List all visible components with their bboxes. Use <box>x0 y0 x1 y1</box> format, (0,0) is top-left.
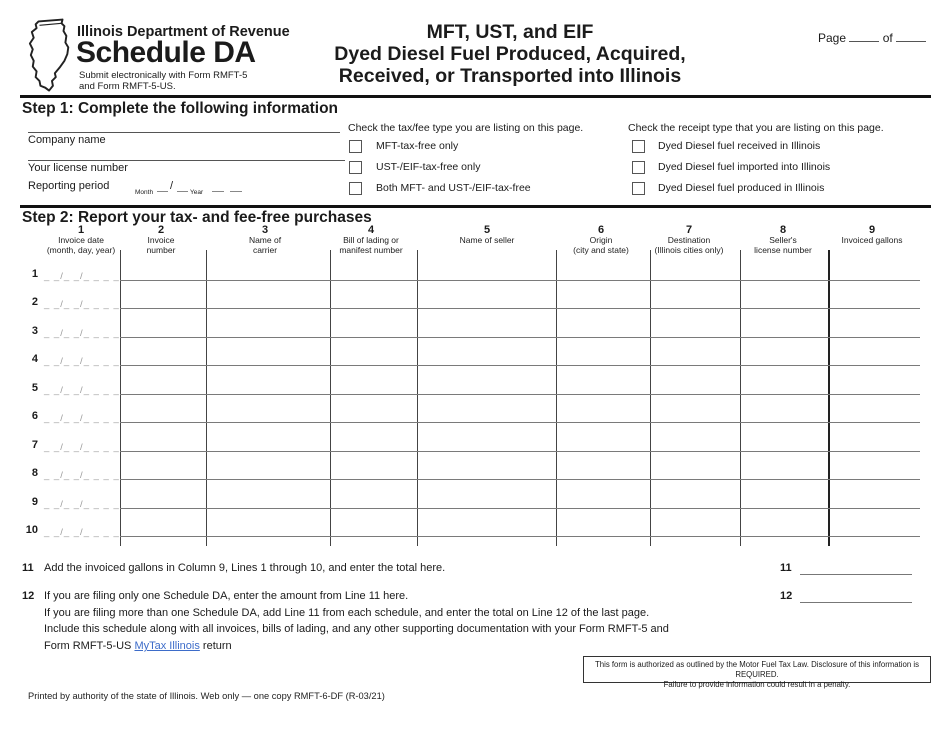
table-row-line[interactable] <box>120 308 920 309</box>
column-divider <box>330 250 331 546</box>
year-blank-2[interactable] <box>212 191 224 192</box>
column-label: Invoice date <box>58 235 104 245</box>
row-number: 6 <box>31 410 38 422</box>
column-number: 1 <box>77 224 85 236</box>
invoice-date-placeholder[interactable]: _ _/_ _/_ _ _ _ <box>44 499 120 510</box>
line12-number: 12 <box>22 590 35 602</box>
table-row-line[interactable] <box>120 479 920 480</box>
year-blank-3[interactable] <box>230 191 242 192</box>
invoice-date-placeholder[interactable]: _ _/_ _/_ _ _ _ <box>44 442 120 453</box>
tax-type-option-label: MFT-tax-free only <box>376 140 459 152</box>
line11-number: 11 <box>22 562 34 574</box>
column-header-2 <box>121 224 201 255</box>
page-of <box>818 30 926 45</box>
agency-name: Illinois Department of Revenue <box>77 24 290 40</box>
row-number: 7 <box>31 439 38 451</box>
line12-text-line3: Include this schedule along with all invoices, bills of lading, and any other supporting documentation with your Form RMFT-5 and <box>44 623 669 635</box>
column-number: 2 <box>157 224 165 236</box>
submit-note-line2: and Form RMFT-5-US. <box>79 81 176 92</box>
reporting-period-label: Reporting period <box>28 180 110 192</box>
form-title <box>295 21 725 87</box>
column-label: Invoice <box>147 235 175 245</box>
column-divider <box>828 250 830 546</box>
column-divider <box>206 250 207 546</box>
line12-line4-post: return <box>199 640 232 652</box>
column-header-4 <box>311 224 431 255</box>
period-slash: / <box>170 180 174 192</box>
column-label: carrier <box>252 244 278 255</box>
column-label: manifest number <box>339 244 403 255</box>
line11-right-number: 11 <box>780 562 792 574</box>
printed-by-note: Printed by authority of the state of Illinois. Web only — one copy RMFT-6-DF (R-03/21) <box>28 691 385 701</box>
column-label: (city and state) <box>573 244 629 255</box>
column-number: 3 <box>261 224 269 236</box>
column-label: license number <box>754 244 812 255</box>
line11-text: Add the invoiced gallons in Column 9, Lines 1 through 10, and enter the total here. <box>44 562 446 574</box>
checkbox-ust-eif-tax-free[interactable] <box>349 161 362 174</box>
receipt-type-option-label: Dyed Diesel fuel produced in Illinois <box>658 182 825 194</box>
table-row-line[interactable] <box>120 280 920 281</box>
row-number: 10 <box>25 524 38 536</box>
of-label: of <box>882 31 893 45</box>
tax-type-option-label: UST-/EIF-tax-free only <box>376 161 481 173</box>
step1-heading: Step 1: Complete the following information <box>22 100 339 117</box>
table-row-line[interactable] <box>120 536 920 537</box>
column-number: 4 <box>367 224 375 236</box>
table-row-line[interactable] <box>120 394 920 395</box>
table-row-line[interactable] <box>120 451 920 452</box>
row-number: 4 <box>31 353 38 365</box>
checkbox-fuel-received[interactable] <box>632 140 645 153</box>
row-number: 9 <box>31 496 38 508</box>
invoice-date-placeholder[interactable]: _ _/_ _/_ _ _ _ <box>44 413 120 424</box>
tax-type-option-label: Both MFT- and UST-/EIF-tax-free <box>376 182 531 194</box>
invoice-date-placeholder[interactable]: _ _/_ _/_ _ _ _ <box>44 299 120 310</box>
column-divider <box>120 250 121 546</box>
checkbox-fuel-produced[interactable] <box>632 182 645 195</box>
row-number: 5 <box>31 382 38 394</box>
checkbox-both-mft-ust-eif[interactable] <box>349 182 362 195</box>
column-number: 8 <box>779 224 787 236</box>
authorization-line1: This form is authorized as outlined by the Motor Fuel Tax Law. Disclosure of this information is REQUIRED. <box>594 660 919 679</box>
year-label: Year <box>190 189 204 196</box>
column-label: Name of seller <box>459 235 515 245</box>
column-divider <box>740 250 741 546</box>
column-label: Seller's <box>769 235 797 245</box>
checkbox-fuel-imported[interactable] <box>632 161 645 174</box>
mytax-illinois-link[interactable]: MyTax Illinois <box>134 640 200 652</box>
row-number: 3 <box>31 325 38 337</box>
tax-type-heading: Check the tax/fee type you are listing on this page. <box>348 122 584 134</box>
column-label: Bill of lading or <box>343 235 399 245</box>
row-number: 1 <box>31 268 38 280</box>
column-label: (month, day, year) <box>46 244 116 255</box>
table-row-line[interactable] <box>120 508 920 509</box>
header-divider <box>20 95 931 98</box>
month-blank[interactable] <box>157 191 168 192</box>
authorization-line2: Failure to provide information could result in a penalty. <box>663 680 851 689</box>
receipt-type-option-label: Dyed Diesel fuel received in Illinois <box>658 140 821 152</box>
column-label: number <box>146 244 176 255</box>
column-header-1 <box>31 224 131 255</box>
page-total-blank[interactable] <box>896 30 926 42</box>
invoice-date-placeholder[interactable]: _ _/_ _/_ _ _ _ <box>44 470 120 481</box>
page-number-blank[interactable] <box>849 30 879 42</box>
column-header-3 <box>215 224 315 255</box>
page-label: Page <box>818 31 847 45</box>
column-label: Invoiced gallons <box>841 235 903 245</box>
license-number-label: Your license number <box>28 162 128 174</box>
month-label: Month <box>135 189 154 196</box>
table-row-line[interactable] <box>120 422 920 423</box>
step2-heading: Step 2: Report your tax- and fee-free purchases <box>22 209 372 226</box>
column-label: Destination <box>667 235 711 245</box>
table-row-line[interactable] <box>120 365 920 366</box>
illinois-state-icon <box>27 17 75 95</box>
form-name: Schedule DA <box>76 36 256 69</box>
column-number: 6 <box>597 224 605 236</box>
invoice-date-placeholder[interactable]: _ _/_ _/_ _ _ _ <box>44 356 120 367</box>
column-number: 7 <box>685 224 693 236</box>
row-number: 8 <box>31 467 38 479</box>
step2-divider <box>20 205 931 208</box>
checkbox-mft-tax-free[interactable] <box>349 140 362 153</box>
line12-text-line1: If you are filing only one Schedule DA, enter the amount from Line 11 here. <box>44 590 409 602</box>
license-number-line[interactable] <box>28 160 345 161</box>
submit-note-line1: Submit electronically with Form RMFT-5 <box>79 70 248 81</box>
column-label: Origin <box>589 235 613 245</box>
line12-total-blank[interactable] <box>800 602 912 603</box>
authorization-box <box>583 656 931 689</box>
column-header-9 <box>817 224 927 246</box>
column-number: 9 <box>868 224 876 236</box>
row-number: 2 <box>31 296 38 308</box>
line12-right-number: 12 <box>780 590 793 602</box>
receipt-type-heading: Check the receipt type that you are listing on this page. <box>628 122 884 134</box>
form-title-line3: Received, or Transported into Illinois <box>338 65 682 87</box>
year-blank-1[interactable] <box>177 191 188 192</box>
column-header-5 <box>437 224 537 246</box>
line12-text-line4 <box>44 638 232 655</box>
invoice-date-placeholder[interactable]: _ _/_ _/_ _ _ _ <box>44 271 120 282</box>
column-divider <box>417 250 418 546</box>
column-divider <box>650 250 651 546</box>
column-divider <box>556 250 557 546</box>
column-label: Name of <box>248 235 282 245</box>
line12-text-line2: If you are filing more than one Schedule DA, add Line 11 from each schedule, and enter the total on Line 12 of the last page. <box>44 607 650 619</box>
column-label: (Illinois cities only) <box>654 244 724 255</box>
company-name-label: Company name <box>28 134 106 146</box>
line11-total-blank[interactable] <box>800 574 912 575</box>
line12-line4-pre: Form RMFT-5-US <box>44 640 135 652</box>
column-number: 5 <box>483 224 491 236</box>
invoice-date-placeholder[interactable]: _ _/_ _/_ _ _ _ <box>44 527 120 538</box>
receipt-type-option-label: Dyed Diesel fuel imported into Illinois <box>658 161 831 173</box>
company-name-line[interactable] <box>28 132 340 133</box>
invoice-date-placeholder[interactable]: _ _/_ _/_ _ _ _ <box>44 385 120 396</box>
table-row-line[interactable] <box>120 337 920 338</box>
form-title-line1: MFT, UST, and EIF <box>426 21 594 43</box>
form-title-line2: Dyed Diesel Fuel Produced, Acquired, <box>334 43 686 65</box>
invoice-date-placeholder[interactable]: _ _/_ _/_ _ _ _ <box>44 328 120 339</box>
